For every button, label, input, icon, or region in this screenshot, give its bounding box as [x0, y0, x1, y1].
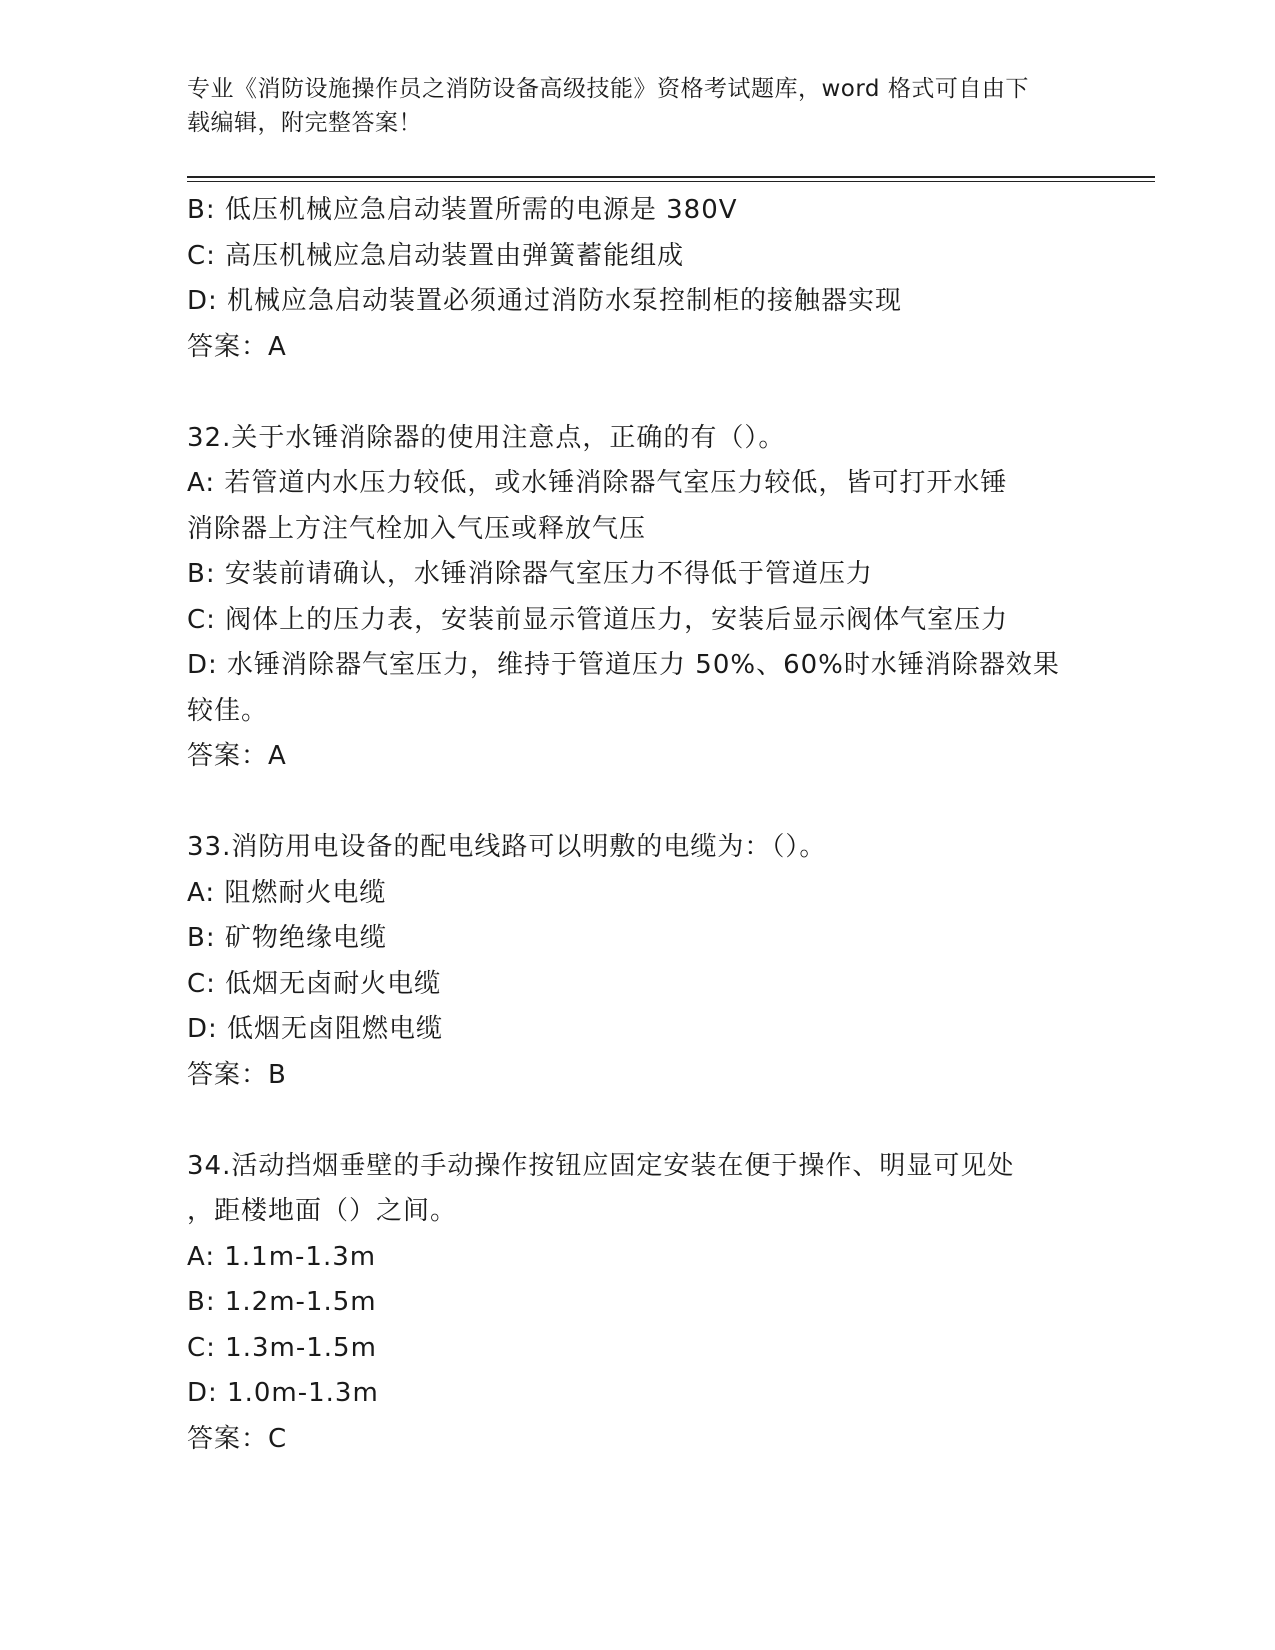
option-line: 消除器上方注气栓加入气压或释放气压: [187, 513, 647, 544]
answer-line: 答案：A: [187, 741, 287, 771]
answer-line: 答案：C: [187, 1423, 288, 1454]
option-line: B: 1.2m-1.5m: [187, 1287, 377, 1317]
question-32: [187, 416, 1087, 780]
question-text: ，距楼地面（）之间。: [187, 1196, 458, 1226]
question-text: 34.活动挡烟垂壁的手动操作按钮应固定安装在便于操作、明显可见处: [187, 1150, 1015, 1181]
option-line: B: 低压机械应急启动装置所需的电源是 380V: [187, 195, 738, 225]
header-line-1: 专业《消防设施操作员之消防设备高级技能》资格考试题库，word 格式可自由下: [187, 76, 1029, 102]
option-line: B: 矿物绝缘电缆: [187, 923, 387, 953]
question-text: 33.消防用电设备的配电线路可以明敷的电缆为：（）。: [187, 832, 827, 862]
option-line: 较佳。: [187, 695, 269, 726]
question-34: [187, 1144, 1087, 1463]
option-line: A: 若管道内水压力较低，或水锤消除器气室压力较低，皆可打开水锤: [187, 468, 1008, 498]
header-divider-thin: [187, 181, 1155, 182]
option-line: D: 低烟无卤阻燃电缆: [187, 1014, 444, 1044]
prev-question-block: [187, 188, 1087, 370]
header-line-2: 载编辑，附完整答案！: [187, 110, 422, 136]
answer-line: 答案：B: [187, 1059, 287, 1090]
question-content: [187, 188, 1087, 1462]
question-text: 32.关于水锤消除器的使用注意点，正确的有（）。: [187, 422, 786, 453]
answer-line: 答案：A: [187, 331, 287, 362]
document-header: [187, 72, 1067, 140]
header-divider-thick: [187, 176, 1155, 178]
option-line: D: 水锤消除器气室压力，维持于管道压力 50%、60%时水锤消除器效果: [187, 650, 1060, 680]
option-line: D: 机械应急启动装置必须通过消防水泵控制柜的接触器实现: [187, 286, 903, 316]
question-33: [187, 825, 1087, 1098]
option-line: C: 1.3m-1.5m: [187, 1332, 377, 1363]
option-line: C: 高压机械应急启动装置由弹簧蓄能组成: [187, 240, 685, 271]
option-line: D: 1.0m-1.3m: [187, 1378, 379, 1408]
option-line: C: 低烟无卤耐火电缆: [187, 968, 442, 999]
option-line: C: 阀体上的压力表，安装前显示管道压力，安装后显示阀体气室压力: [187, 604, 1009, 635]
option-line: A: 阻燃耐火电缆: [187, 877, 387, 908]
option-line: B: 安装前请确认，水锤消除器气室压力不得低于管道压力: [187, 559, 873, 589]
option-line: A: 1.1m-1.3m: [187, 1241, 377, 1272]
